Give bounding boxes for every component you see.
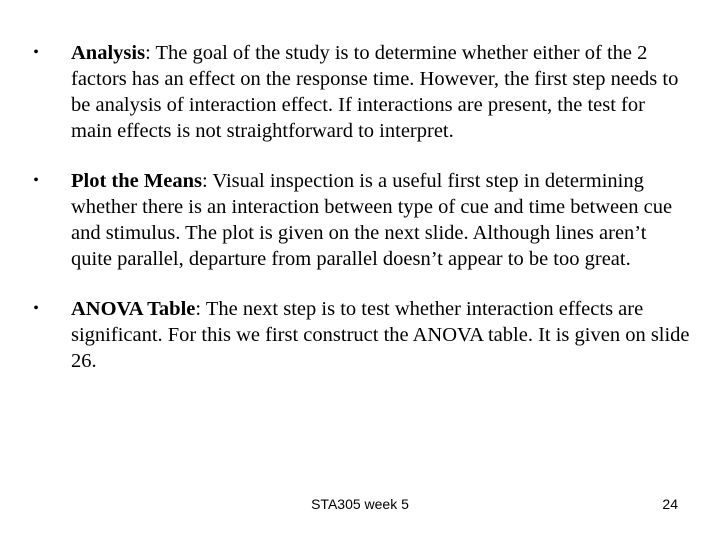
bullet-icon: • [33, 44, 39, 61]
bullet-analysis [30, 40, 690, 144]
bullet-icon: • [33, 172, 39, 189]
footer-course-label: STA305 week 5 [311, 496, 409, 512]
bullet-heading: ANOVA Table [71, 298, 196, 320]
bullet-text: : The next step is to test whether interaction effects are significant. For this we first construct the ANOVA table. It is given on slide 26. [71, 298, 690, 372]
bullet-anova-table [30, 296, 690, 374]
bullet-list [30, 40, 690, 374]
bullet-heading: Plot the Means [71, 170, 202, 192]
bullet-text: : The goal of the study is to determine whether either of the 2 factors has an effect on the response time. However, the first step needs to be analysis of interaction effect. If interactions are present, the test for main effects is not straightforward to interpret. [71, 42, 679, 142]
bullet-icon: • [33, 300, 39, 317]
slide-number: 24 [662, 496, 678, 512]
bullet-text: : Visual inspection is a useful first step in determining whether there is an interaction between type of cue and time between cue and stimulus. The plot is given on the next slide. Although lines aren’t quite parallel, departure from parallel doesn’t appear to be too great. [71, 170, 673, 270]
bullet-plot-the-means [30, 168, 690, 272]
bullet-heading: Analysis [71, 42, 146, 64]
